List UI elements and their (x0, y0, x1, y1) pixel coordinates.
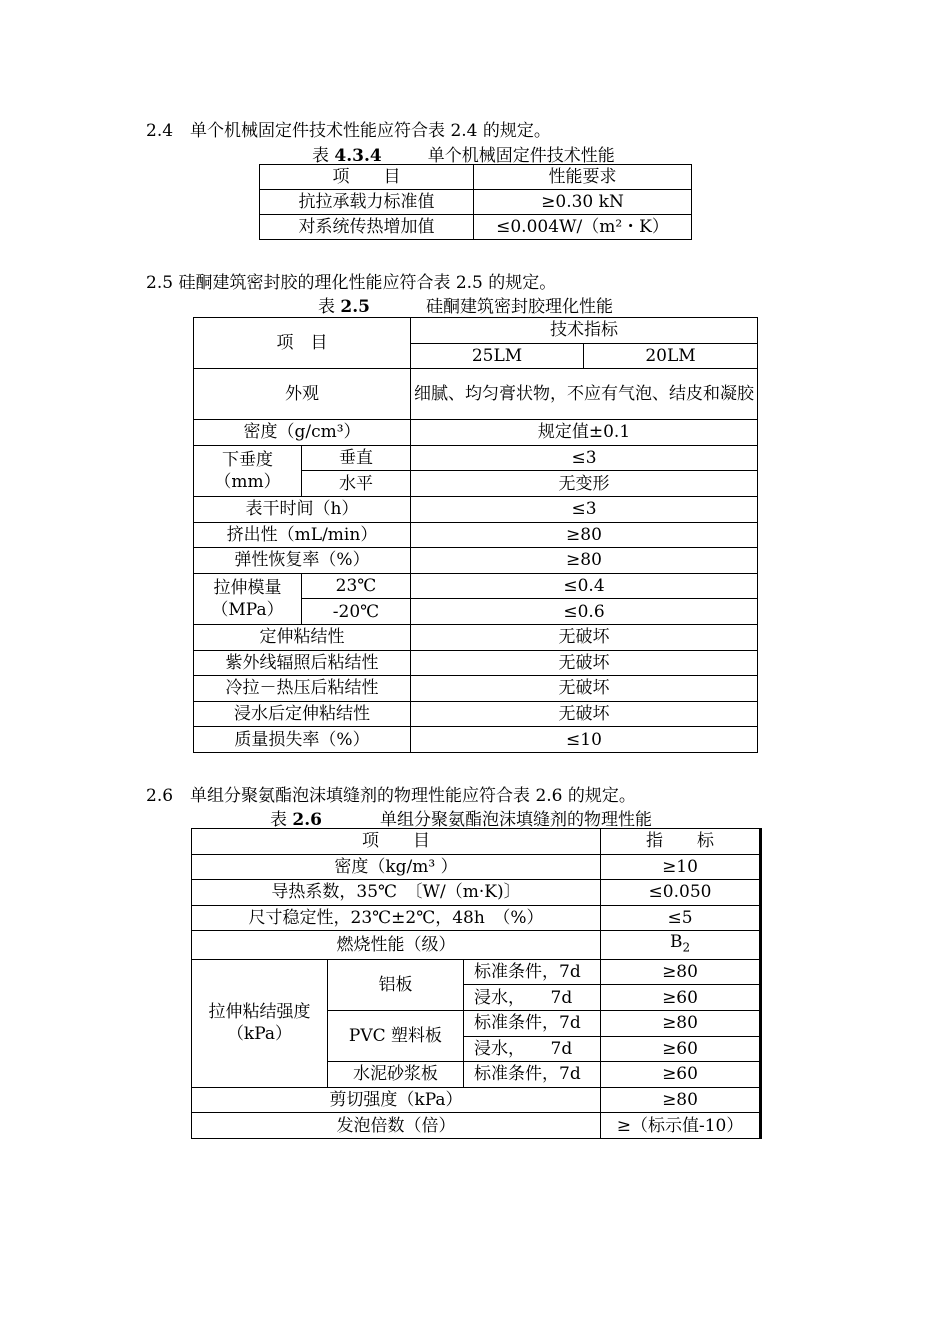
cell-value (601, 931, 761, 959)
cell-item: 导热系数，35℃ 〔W/（m·K)〕 (192, 880, 601, 906)
table-row (194, 573, 758, 599)
table-row (194, 420, 758, 446)
caption-prefix: 表 (312, 146, 335, 166)
table-row (194, 727, 758, 753)
caption-table-2-4 (312, 141, 615, 166)
table-row (194, 445, 758, 471)
cell-value: ≥80 (411, 522, 758, 548)
cell-item: 弹性恢复率（%） (194, 548, 411, 574)
cell-value: ≥0.30 kN (474, 190, 692, 215)
cell-condition: 浸水， 7d (464, 1036, 601, 1062)
cell-value: 规定值±0.1 (411, 420, 758, 446)
caption-table-2-5 (318, 292, 613, 317)
cell-item: 拉伸模量（MPa） (194, 573, 302, 624)
cell-value: 无破坏 (411, 676, 758, 702)
table-row (194, 369, 758, 420)
cell-value: ≥60 (601, 1036, 761, 1062)
table-row (192, 1113, 761, 1139)
cell-item: 拉伸粘结强度（kPa） (192, 959, 328, 1087)
table-row (194, 496, 758, 522)
table-row (192, 880, 761, 906)
cell-item: 冷拉－热压后粘结性 (194, 676, 411, 702)
cell-condition: 标准条件，7d (464, 1062, 601, 1088)
table-row (192, 1087, 761, 1113)
burn-class-sub: 2 (682, 940, 691, 955)
table-row (194, 522, 758, 548)
table-2-4 (259, 164, 692, 240)
table-row (260, 190, 692, 215)
caption-title: 硅酮建筑密封胶理化性能 (425, 297, 613, 317)
caption-prefix: 表 (318, 297, 341, 317)
cell-condition: 浸水， 7d (464, 985, 601, 1011)
cell-item: 浸水后定伸粘结性 (194, 701, 411, 727)
cell-value: ≤3 (411, 445, 758, 471)
cell-value: 无破坏 (411, 701, 758, 727)
cell-item: 外观 (194, 369, 411, 420)
table-header-row (260, 165, 692, 190)
cell-value: ≥（标示值-10） (601, 1113, 761, 1139)
table-row (194, 650, 758, 676)
header-20lm: 20LM (584, 343, 758, 369)
cell-value: ≤0.6 (411, 599, 758, 625)
cell-item: 抗拉承载力标准值 (260, 190, 474, 215)
cell-item: 挤出性（mL/min） (194, 522, 411, 548)
cell-value: ≥80 (411, 548, 758, 574)
cell-item: 剪切强度（kPa） (192, 1087, 601, 1113)
caption-title: 单个机械固定件技术性能 (427, 146, 615, 166)
caption-title: 单组分聚氨酯泡沫填缝剂的物理性能 (379, 810, 652, 830)
cell-value: 细腻、均匀膏状物，不应有气泡、结皮和凝胶 (411, 369, 758, 420)
cell-item: 定伸粘结性 (194, 624, 411, 650)
table-header-row (194, 318, 758, 344)
cell-subitem: -20℃ (302, 599, 411, 625)
table-2-5 (193, 317, 758, 753)
cell-substrate: 水泥砂浆板 (328, 1062, 464, 1088)
caption-number: 2.6 (292, 810, 322, 830)
cell-value: ≤0.050 (601, 880, 761, 906)
cell-item: 表干时间（h） (194, 496, 411, 522)
cell-item: 尺寸稳定性，23℃±2℃，48h （%） (192, 905, 601, 931)
cell-subitem: 垂直 (302, 445, 411, 471)
header-requirement: 性能要求 (474, 165, 692, 190)
cell-item: 燃烧性能（级） (192, 931, 601, 959)
cell-condition: 标准条件，7d (464, 1010, 601, 1036)
table-header-row (192, 829, 761, 855)
cell-value: ≤3 (411, 496, 758, 522)
table-row (192, 931, 761, 959)
burn-class: B (669, 932, 683, 953)
cell-value: 无变形 (411, 471, 758, 497)
header-25lm: 25LM (411, 343, 584, 369)
cell-item: 密度（g/cm³） (194, 420, 411, 446)
header-spec: 指 标 (601, 829, 761, 855)
header-item: 项 目 (260, 165, 474, 190)
cell-item: 质量损失率（%） (194, 727, 411, 753)
cell-item: 紫外线辐照后粘结性 (194, 650, 411, 676)
cell-value: ≥10 (601, 854, 761, 880)
cell-value: ≥60 (601, 985, 761, 1011)
cell-condition: 标准条件，7d (464, 959, 601, 985)
table-row (192, 959, 761, 985)
cell-value: ≥60 (601, 1062, 761, 1088)
table-row (194, 624, 758, 650)
header-spec: 技术指标 (411, 318, 758, 344)
cell-substrate: PVC 塑料板 (328, 1010, 464, 1061)
caption-number: 4.3.4 (334, 146, 382, 166)
table-row (194, 701, 758, 727)
cell-value: 无破坏 (411, 650, 758, 676)
table-row (260, 215, 692, 240)
header-item: 项 目 (194, 318, 411, 369)
cell-value: ≤10 (411, 727, 758, 753)
table-row (192, 905, 761, 931)
cell-item: 对系统传热增加值 (260, 215, 474, 240)
table-row (194, 676, 758, 702)
cell-item: 发泡倍数（倍） (192, 1113, 601, 1139)
cell-value: 无破坏 (411, 624, 758, 650)
caption-table-2-6 (270, 805, 652, 830)
table-2-6 (191, 828, 762, 1139)
header-item: 项 目 (192, 829, 601, 855)
para-2-4: 2.4 单个机械固定件技术性能应符合表 2.4 的规定。 (146, 121, 551, 141)
caption-number: 2.5 (340, 297, 370, 317)
cell-item: 下垂度（mm） (194, 445, 302, 496)
table-row (194, 548, 758, 574)
cell-value: ≤5 (601, 905, 761, 931)
cell-subitem: 23℃ (302, 573, 411, 599)
para-2-6: 2.6 单组分聚氨酯泡沫填缝剂的物理性能应符合表 2.6 的规定。 (146, 786, 636, 806)
cell-value: ≥80 (601, 959, 761, 985)
table-row (192, 854, 761, 880)
cell-subitem: 水平 (302, 471, 411, 497)
cell-value: ≤0.4 (411, 573, 758, 599)
cell-item: 密度（kg/m³ ） (192, 854, 601, 880)
cell-substrate: 铝板 (328, 959, 464, 1010)
para-2-5: 2.5 硅酮建筑密封胶的理化性能应符合表 2.5 的规定。 (146, 273, 557, 293)
caption-prefix: 表 (270, 810, 293, 830)
cell-value: ≤0.004W/（m²・K） (474, 215, 692, 240)
cell-value: ≥80 (601, 1010, 761, 1036)
cell-value: ≥80 (601, 1087, 761, 1113)
